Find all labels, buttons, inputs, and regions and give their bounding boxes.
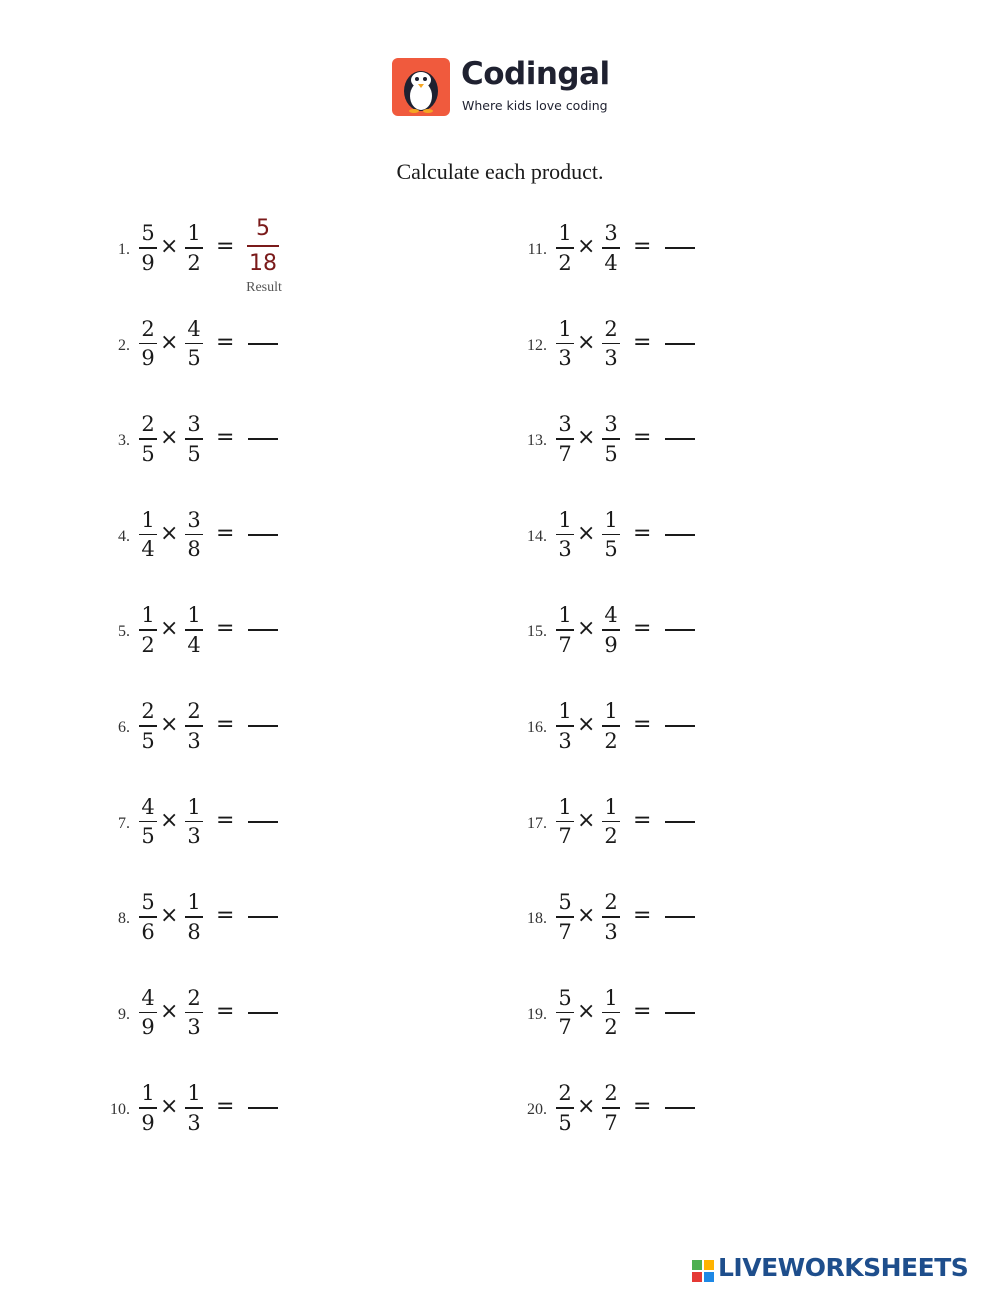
denominator: 6 (141, 919, 155, 944)
answer-field[interactable] (665, 534, 695, 536)
fraction-bar (185, 247, 203, 249)
problem-18 (527, 889, 855, 949)
numerator: 2 (141, 316, 155, 341)
numerator: 1 (558, 794, 572, 819)
denominator: 9 (141, 346, 155, 371)
fraction-bar (185, 821, 203, 823)
denominator: 2 (187, 250, 201, 275)
problem-number: 10. (110, 1101, 130, 1119)
denominator: 9 (141, 1110, 155, 1135)
problem-number: 4. (118, 527, 130, 545)
times-sign: × (160, 616, 179, 642)
answer-field[interactable] (665, 247, 695, 249)
footer-brand: LIVEWORKSHEETS (718, 1253, 969, 1282)
fraction-a (555, 985, 575, 1041)
numerator: 3 (604, 412, 618, 437)
equals-sign: = (216, 425, 235, 451)
instructions: Calculate each product. (396, 159, 604, 184)
fraction-bar (185, 916, 203, 918)
equals-sign: = (633, 234, 652, 259)
equals-sign: = (633, 712, 652, 737)
times-sign: × (577, 329, 596, 355)
denominator: 5 (187, 346, 201, 371)
answer-field[interactable] (665, 629, 695, 631)
fraction-b (601, 985, 621, 1041)
fraction-bar (556, 1012, 574, 1014)
denominator: 3 (558, 728, 572, 753)
equals-sign: = (216, 234, 235, 259)
times-sign: × (160, 234, 179, 259)
numerator: 5 (141, 890, 155, 915)
numerator: 1 (558, 507, 572, 532)
fraction-bar (602, 916, 620, 918)
answer-field[interactable] (665, 438, 695, 440)
answer-field[interactable] (665, 1012, 695, 1014)
times-sign: × (577, 1094, 596, 1120)
problem-11 (527, 220, 855, 280)
problem-number: 3. (118, 432, 130, 450)
equals-sign: = (633, 807, 652, 833)
numerator: 4 (141, 794, 155, 819)
times-sign: × (577, 234, 596, 259)
fraction-b (184, 602, 204, 658)
problem-16 (527, 698, 855, 758)
equals-sign: = (633, 1094, 652, 1120)
denominator: 9 (141, 1015, 155, 1040)
fraction-b (601, 316, 621, 372)
problem-4 (118, 507, 438, 567)
problem-number: 12. (527, 336, 547, 354)
fraction-b (601, 698, 621, 754)
numerator: 3 (604, 221, 618, 245)
fraction-bar (602, 821, 620, 823)
answer-field[interactable] (665, 821, 695, 823)
fraction-bar (139, 821, 157, 823)
problem-number: 5. (118, 623, 130, 641)
fraction-bar (139, 725, 157, 727)
equals-sign: = (633, 520, 652, 546)
problem-5 (118, 602, 438, 662)
fraction-a (138, 316, 158, 372)
numerator: 1 (558, 221, 572, 245)
times-sign: × (577, 807, 596, 833)
denominator: 5 (141, 824, 155, 849)
numerator: 2 (604, 316, 618, 341)
answer-field[interactable] (248, 725, 278, 727)
fraction-bar (185, 343, 203, 345)
fraction-a (138, 889, 158, 945)
problem-number: 16. (527, 719, 547, 736)
denominator: 5 (187, 441, 201, 466)
numerator: 1 (187, 794, 201, 819)
numerator: 1 (558, 603, 572, 628)
fraction-a (555, 794, 575, 850)
denominator: 7 (558, 632, 572, 657)
problem-14 (527, 507, 855, 567)
numerator: 1 (604, 699, 618, 723)
numerator: 3 (187, 412, 201, 437)
numerator: 2 (141, 699, 155, 723)
denominator: 2 (604, 824, 618, 849)
footer-logo (692, 1255, 992, 1285)
numerator: 3 (558, 412, 572, 437)
times-sign: × (160, 712, 179, 737)
numerator: 1 (187, 603, 201, 628)
problem-15 (527, 602, 855, 662)
fraction-a (555, 220, 575, 276)
problem-10 (110, 1080, 438, 1140)
answer-field[interactable] (248, 1012, 278, 1014)
fraction-a (555, 698, 575, 754)
answer-field[interactable] (665, 725, 695, 727)
fraction-bar (247, 245, 279, 247)
equals-sign: = (633, 425, 652, 451)
equals-sign: = (633, 998, 652, 1024)
denominator: 2 (558, 250, 572, 275)
brand-name: Codingal (461, 56, 610, 92)
numerator: 1 (187, 890, 201, 915)
answer-numerator: 5 (256, 216, 270, 241)
equals-sign: = (216, 520, 235, 546)
denominator: 3 (558, 537, 572, 562)
answer-field[interactable] (246, 216, 280, 277)
fraction-bar (139, 1107, 157, 1109)
equals-sign: = (633, 903, 652, 929)
answer-field[interactable] (248, 916, 278, 918)
fraction-bar (139, 629, 157, 631)
fraction-a (555, 1080, 575, 1136)
fraction-bar (139, 916, 157, 918)
fraction-b (601, 220, 621, 276)
fraction-bar (185, 438, 203, 440)
denominator: 4 (141, 537, 155, 562)
problem-9 (118, 985, 438, 1045)
denominator: 9 (604, 632, 618, 657)
numerator: 4 (187, 316, 201, 341)
denominator: 3 (187, 728, 201, 753)
numerator: 1 (141, 1081, 155, 1106)
fraction-bar (602, 534, 620, 536)
fraction-a (138, 698, 158, 754)
denominator: 3 (187, 1015, 201, 1040)
fraction-bar (556, 534, 574, 536)
fraction-a (138, 220, 158, 276)
problem-number: 17. (527, 814, 547, 832)
equals-sign: = (216, 329, 235, 355)
times-sign: × (160, 807, 179, 833)
numerator: 3 (187, 507, 201, 532)
fraction-bar (139, 438, 157, 440)
fraction-a (138, 602, 158, 658)
fraction-bar (185, 1012, 203, 1014)
denominator: 5 (604, 537, 618, 562)
fraction-b (601, 889, 621, 945)
fraction-bar (556, 1107, 574, 1109)
answer-label: Result (246, 280, 282, 295)
problem-17 (527, 794, 855, 854)
times-sign: × (160, 903, 179, 929)
answer-field[interactable] (665, 343, 695, 345)
equals-sign: = (633, 329, 652, 355)
numerator: 5 (558, 985, 572, 1010)
denominator: 3 (604, 919, 618, 944)
numerator: 1 (604, 794, 618, 819)
denominator: 4 (187, 632, 201, 657)
fraction-b (184, 794, 204, 850)
denominator: 3 (187, 1110, 201, 1135)
equals-sign: = (216, 807, 235, 833)
answer-field[interactable] (665, 1107, 695, 1109)
denominator: 7 (558, 1015, 572, 1040)
penguin-icon (392, 58, 450, 116)
fraction-bar (602, 629, 620, 631)
fraction-a (138, 411, 158, 467)
times-sign: × (577, 712, 596, 737)
denominator: 5 (141, 441, 155, 466)
denominator: 4 (604, 250, 618, 275)
denominator: 7 (558, 824, 572, 849)
equals-sign: = (216, 1094, 235, 1120)
problem-number: 2. (118, 336, 130, 354)
fraction-b (184, 889, 204, 945)
answer-field[interactable] (248, 1107, 278, 1109)
equals-sign: = (216, 616, 235, 642)
problem-number: 6. (118, 719, 130, 736)
problem-number: 19. (527, 1005, 547, 1023)
problem-number: 9. (118, 1005, 130, 1023)
times-sign: × (160, 520, 179, 546)
fraction-bar (556, 916, 574, 918)
problem-number: 1. (118, 241, 130, 258)
fraction-bar (185, 534, 203, 536)
fraction-bar (556, 438, 574, 440)
answer-field[interactable] (248, 438, 278, 440)
problem-1 (118, 216, 438, 295)
denominator: 2 (604, 1015, 618, 1040)
denominator: 3 (558, 346, 572, 371)
numerator: 2 (141, 412, 155, 437)
fraction-bar (139, 343, 157, 345)
denominator: 3 (187, 824, 201, 849)
denominator: 7 (558, 919, 572, 944)
answer-field[interactable] (665, 916, 695, 918)
equals-sign: = (633, 616, 652, 642)
answer-field[interactable] (248, 821, 278, 823)
fraction-bar (185, 725, 203, 727)
times-sign: × (160, 329, 179, 355)
fraction-bar (602, 438, 620, 440)
numerator: 2 (187, 699, 201, 723)
fraction-b (601, 794, 621, 850)
denominator: 5 (558, 1110, 572, 1135)
problem-number: 8. (118, 910, 130, 928)
fraction-a (138, 985, 158, 1041)
fraction-a (555, 602, 575, 658)
denominator: 5 (141, 728, 155, 753)
times-sign: × (577, 520, 596, 546)
answer-field[interactable] (248, 343, 278, 345)
problem-number: 14. (527, 527, 547, 545)
fraction-b (601, 411, 621, 467)
fraction-b (184, 316, 204, 372)
denominator: 8 (187, 919, 201, 944)
fraction-a (555, 889, 575, 945)
problem-number: 15. (527, 623, 547, 641)
numerator: 4 (604, 603, 618, 628)
numerator: 2 (604, 890, 618, 915)
numerator: 5 (141, 221, 155, 245)
numerator: 4 (141, 985, 155, 1010)
numerator: 1 (141, 603, 155, 628)
numerator: 2 (604, 1081, 618, 1106)
fraction-bar (185, 1107, 203, 1109)
fraction-bar (139, 534, 157, 536)
numerator: 2 (187, 985, 201, 1010)
fraction-a (138, 507, 158, 563)
fraction-bar (602, 247, 620, 249)
fraction-a (555, 411, 575, 467)
fraction-a (138, 794, 158, 850)
problem-19 (527, 985, 855, 1045)
fraction-bar (556, 247, 574, 249)
fraction-bar (556, 725, 574, 727)
fraction-b (184, 985, 204, 1041)
problem-number: 13. (527, 432, 547, 450)
problem-6 (118, 698, 438, 758)
numerator: 1 (604, 985, 618, 1010)
numerator: 1 (558, 699, 572, 723)
denominator: 3 (604, 346, 618, 371)
problem-number: 20. (527, 1101, 547, 1119)
fraction-b (184, 698, 204, 754)
times-sign: × (577, 616, 596, 642)
answer-field[interactable] (248, 534, 278, 536)
problem-number: 18. (527, 910, 547, 928)
problem-20 (527, 1080, 855, 1140)
fraction-bar (139, 1012, 157, 1014)
problem-13 (527, 411, 855, 471)
denominator: 8 (187, 537, 201, 562)
denominator: 2 (141, 632, 155, 657)
numerator: 1 (187, 1081, 201, 1106)
fraction-bar (602, 1012, 620, 1014)
times-sign: × (577, 903, 596, 929)
times-sign: × (577, 425, 596, 451)
fraction-a (555, 507, 575, 563)
problem-number: 7. (118, 814, 130, 832)
fraction-b (184, 411, 204, 467)
numerator: 1 (187, 221, 201, 245)
fraction-b (184, 507, 204, 563)
problem-3 (118, 411, 438, 471)
fraction-b (184, 1080, 204, 1136)
fraction-bar (602, 725, 620, 727)
equals-sign: = (216, 712, 235, 737)
answer-field[interactable] (248, 629, 278, 631)
fraction-bar (185, 629, 203, 631)
problem-7 (118, 794, 438, 854)
fraction-bar (556, 629, 574, 631)
equals-sign: = (216, 903, 235, 929)
fraction-b (601, 1080, 621, 1136)
times-sign: × (577, 998, 596, 1024)
numerator: 5 (558, 890, 572, 915)
answer-denominator: 18 (249, 250, 277, 276)
denominator: 5 (604, 441, 618, 466)
times-sign: × (160, 1094, 179, 1120)
fraction-a (555, 316, 575, 372)
problem-12 (527, 316, 855, 376)
fraction-bar (139, 247, 157, 249)
fraction-bar (602, 1107, 620, 1109)
denominator: 7 (604, 1110, 618, 1135)
times-sign: × (160, 425, 179, 451)
denominator: 7 (558, 441, 572, 466)
fraction-bar (556, 821, 574, 823)
fraction-b (601, 602, 621, 658)
times-sign: × (160, 998, 179, 1024)
numerator: 1 (558, 316, 572, 341)
problem-number: 11. (527, 241, 547, 258)
problem-2 (118, 316, 438, 376)
numerator: 1 (141, 507, 155, 532)
numerator: 2 (558, 1081, 572, 1106)
brand-tagline: Where kids love coding (462, 98, 608, 113)
fraction-bar (602, 343, 620, 345)
header (392, 58, 622, 118)
problem-8 (118, 889, 438, 949)
denominator: 9 (141, 250, 155, 275)
fraction-b (601, 507, 621, 563)
equals-sign: = (216, 998, 235, 1024)
numerator: 1 (604, 507, 618, 532)
fraction-b (184, 220, 204, 276)
denominator: 2 (604, 728, 618, 753)
fraction-a (138, 1080, 158, 1136)
liveworksheets-icon (692, 1258, 716, 1282)
fraction-bar (556, 343, 574, 345)
